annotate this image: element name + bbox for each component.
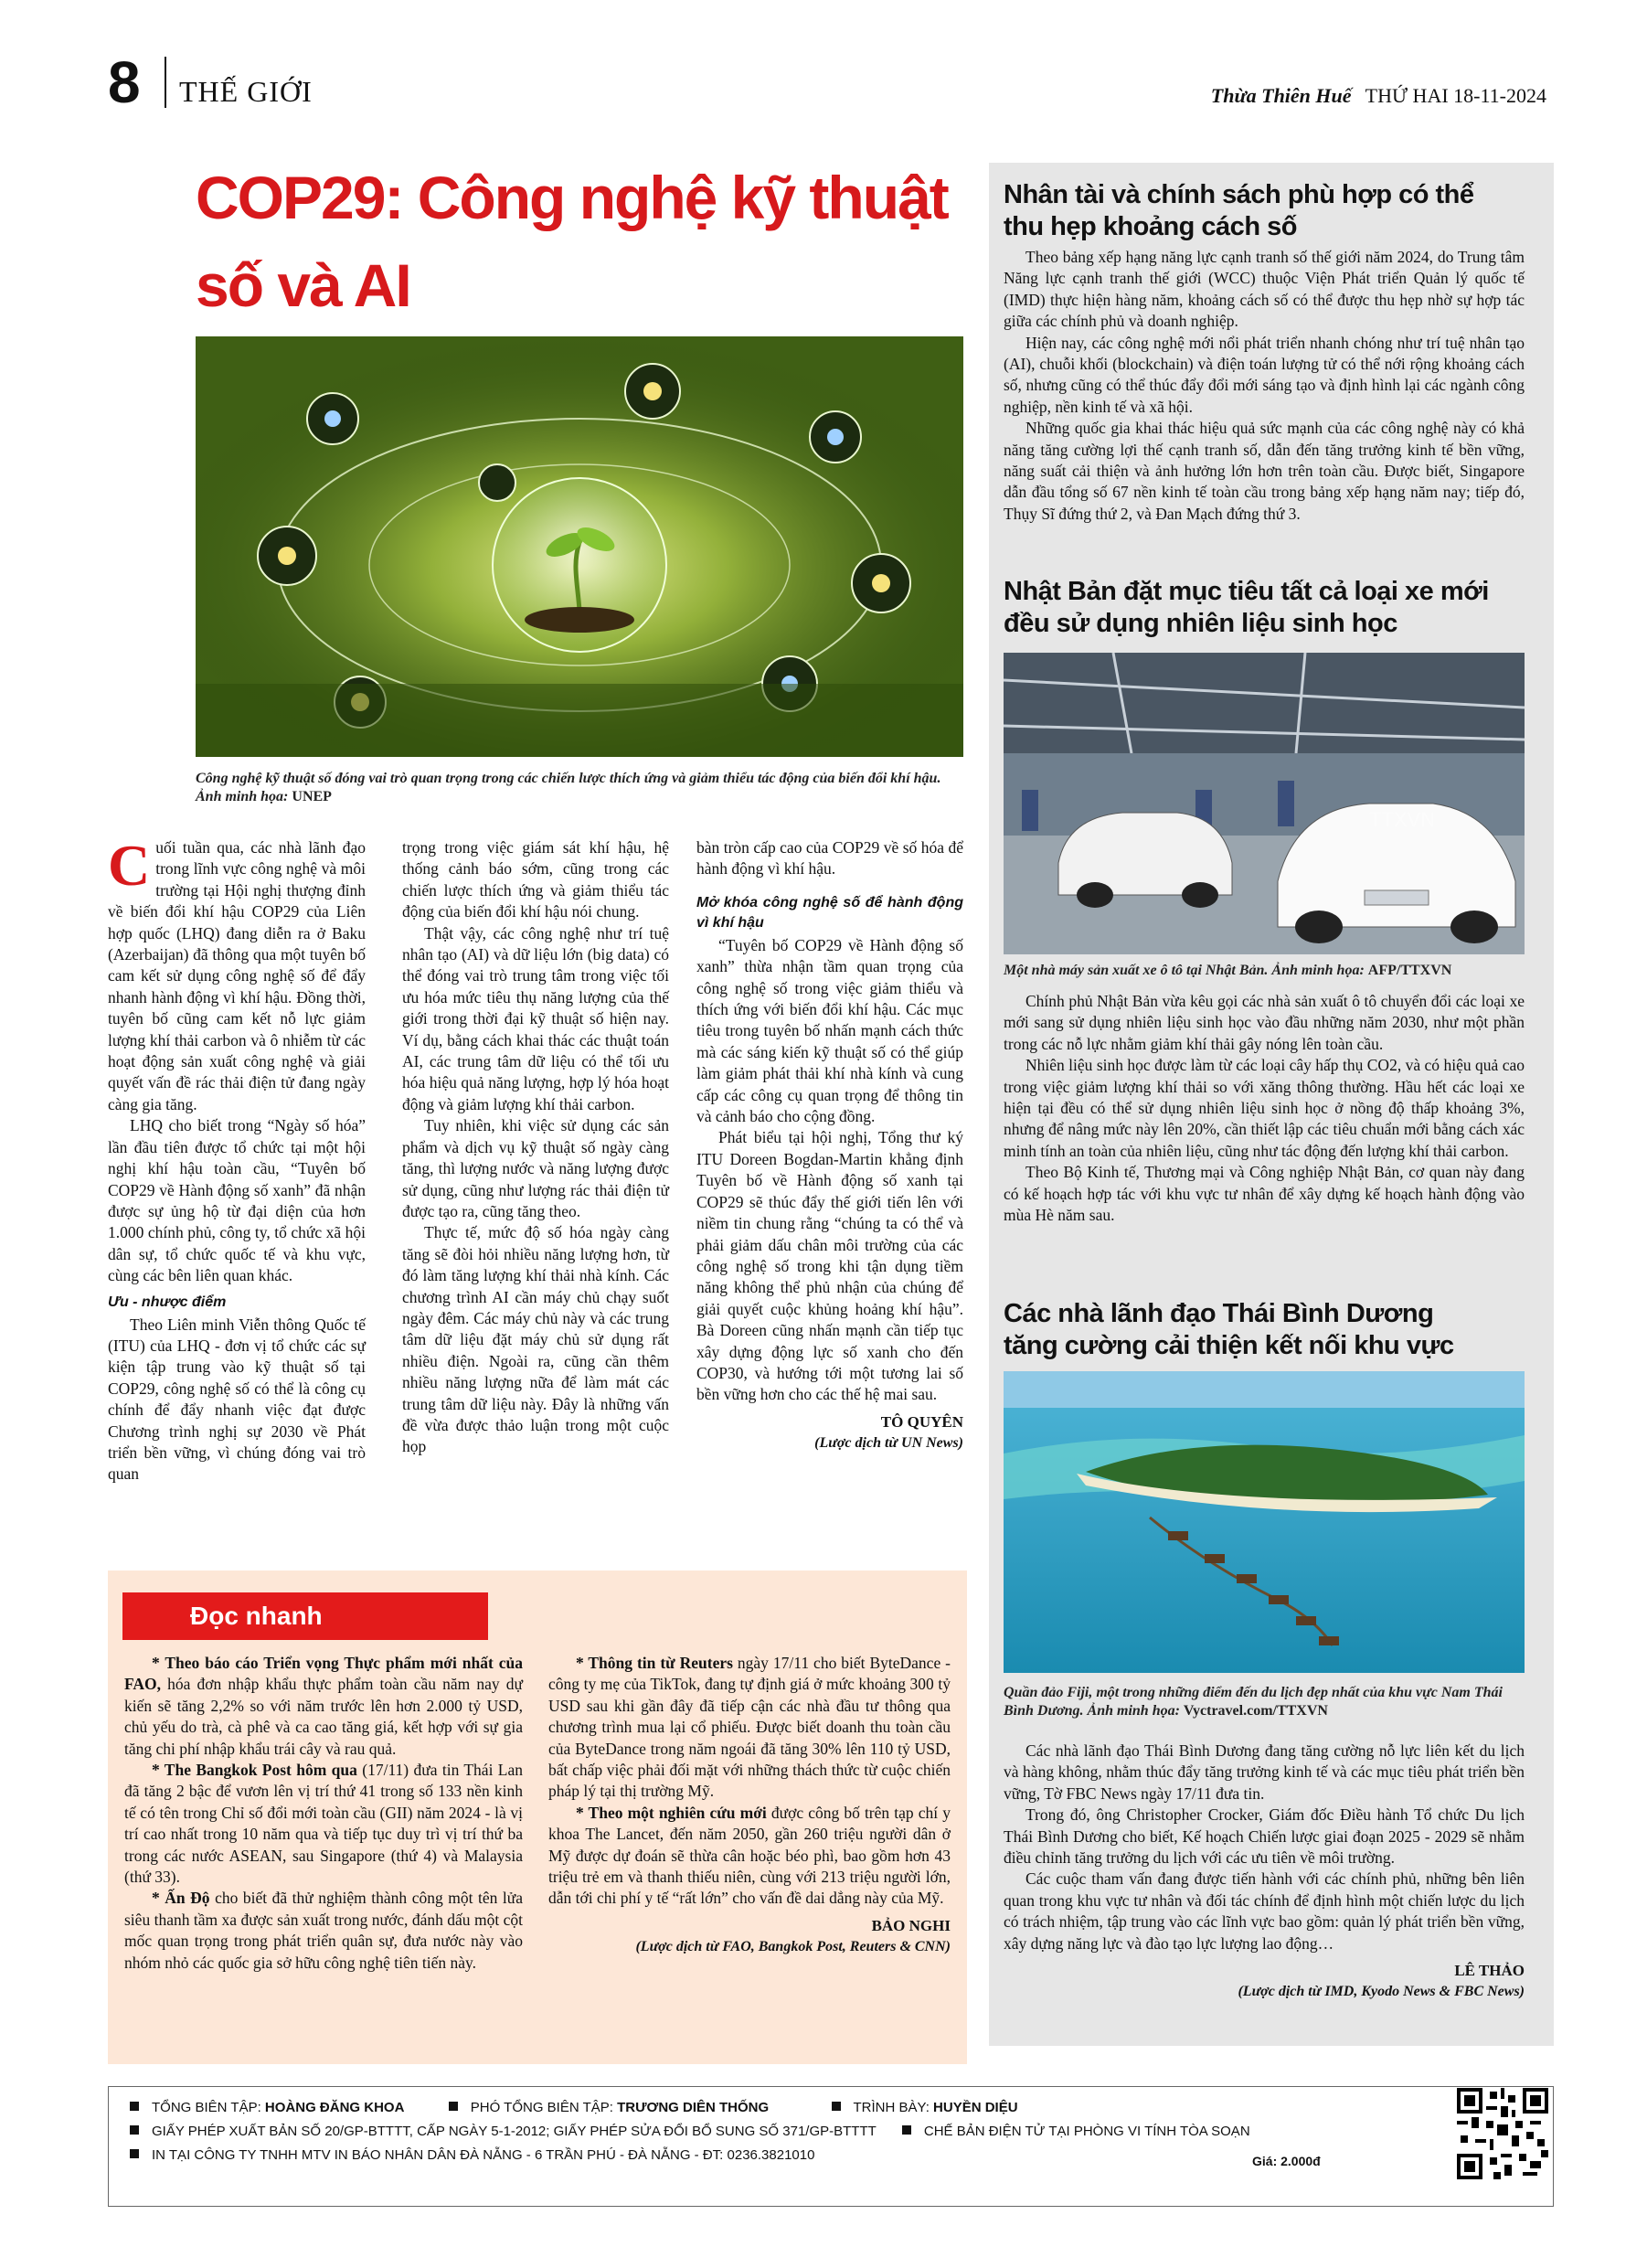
fiji-photo-caption: Quần đảo Fiji, một trong những điểm đến du lịch đẹp nhất của khu vực Nam Thái Bình Dương. Ảnh minh họa: Vyctravel.com/TTXVN: [1004, 1685, 1503, 1719]
issue-date: THỨ HAI 18-11-2024: [1365, 84, 1546, 107]
caption-source: UNEP: [292, 789, 332, 804]
sidebar-story2-headline: Nhật Bản đặt mục tiêu tất cả loại xe mới đều sử dụng nhiên liệu sinh học: [1004, 577, 1489, 638]
car-factory-photo: [1004, 653, 1525, 954]
car-factory-illustration: [1004, 653, 1525, 954]
sidebar-story3-headline: Các nhà lãnh đạo Thái Bình Dương tăng cường cải thiện kết nối khu vực: [1004, 1299, 1454, 1360]
subhead-pros-cons: Ưu - nhược điểm: [108, 1294, 227, 1310]
fiji-island-photo: [1004, 1371, 1525, 1673]
headline-line-1: COP29: Công nghệ kỹ thuật số và AI: [196, 164, 948, 319]
sidebar-story2-body: Chính phủ Nhật Bản vừa kêu gọi các nhà sản xuất ô tô chuyển đổi các loại xe mới sang sử dụng nhiên liệu sinh học vào đầu những năm 2030, như một phần trong các nỗ lực nhằm giảm khí thải gây nóng lên toàn cầu. Nhiên liệu sinh học được làm từ các loại cây hấp thụ CO2, và có hiệu quả cao trong việc giảm lượng khí thải so với xăng thông thường. Hầu hết các loại xe hiện tại đều có thể sử dụng nhiên liệu sinh học ở nồng độ thấp khoảng 3%, nhưng để nâng mức này lên 20%, cần thiết lập các tiêu chuẩn mới bằng cách xác minh tính an toàn của nhiên liệu, cũng như tác động đến lượng khí thải carbon. Theo Bộ Kinh tế, Thương mại và Công nghiệp Nhật Bản, cơ quan này đang có kế hoạch hợp tác với khu vực tư nhân để xây dựng kế hoạch hành động vào mùa Hè năm sau.: [1004, 992, 1525, 1225]
drop-cap: C: [108, 833, 151, 898]
bullet-square-icon: [130, 2125, 139, 2135]
qr-code-icon[interactable]: [1457, 2088, 1548, 2179]
newspaper-brand: Thừa Thiên Huế: [1210, 84, 1352, 107]
article-byline: TÔ QUYÊN: [880, 1412, 963, 1431]
sidebar-story1-headline: Nhân tài và chính sách phù hợp có thể thu hẹp khoảng cách số: [1004, 180, 1474, 241]
section-title: THẾ GIỚI: [179, 75, 313, 108]
quick-read-item: * Theo một nghiên cứu mới được công bố trên tạp chí y khoa The Lancet, đến năm 2050, gần 260 triệu người dân ở Mỹ được dự đoán sẽ thừa cân hoặc béo phì, bao gồm hơn 43 triệu trẻ em và thanh thiếu niên, cùng với 213 triệu người lớn, dẫn tới chi phí y tế “rất lớn” cho vấn đề dai dẳng này của Mỹ.: [548, 1803, 951, 1908]
quick-read-item: * Thông tin từ Reuters ngày 17/11 cho biết ByteDance - công ty mẹ của TikTok, đang tự định giá ở mức khoảng 300 tỷ USD sau khi gần đây đã tiếp cận các nhà đầu tư thông qua chương trình mua lại cổ phiếu. Được biết doanh thu toàn cầu của ByteDance trong năm ngoái đã tăng 30% lên 110 tỷ USD, bất chấp việc phải đối mặt với những thách thức từ cuộc chiến pháp lý tại thị trường Mỹ.: [548, 1654, 951, 1801]
bullet-square-icon: [449, 2102, 458, 2111]
sidebar-story3-body: Các nhà lãnh đạo Thái Bình Dương đang tăng cường nỗ lực liên kết du lịch và hàng không, nhằm thúc đẩy tăng trưởng kinh tế và các mục tiêu phát triển bền vững, Tờ FBC News ngày 17/11 đưa tin. Trong đó, ông Christopher Crocker, Giám đốc Điều hành Tổ chức Du lịch Thái Bình Dương cho biết, Kế hoạch Chiến lược giai đoạn 2025 - 2029 sẽ nhằm điều chỉnh tăng trưởng du lịch với các ưu tiên về môi trường. Các cuộc tham vấn đang được tiến hành với các chính phủ, những bên liên quan trong khu vực tư nhân và đối tác chính để định hình một chiến lược du lịch có trách nhiệm, tập trung vào các lĩnh vực bao gồm: quản lý phát triển bền vững, xây dựng năng lực và đào tạo lực lượng lao động… LÊ THẢO (Lược dịch từ IMD, Kyodo News & FBC News): [1004, 1741, 1525, 2003]
quick-read-item: * Theo báo cáo Triển vọng Thực phẩm mới nhất của FAO, hóa đơn nhập khẩu thực phẩm toàn cầu năm nay dự kiến sẽ tăng 2,2% so với năm trước lên hơn 2.000 tỷ USD, chủ yếu do trà, cà phê và ca cao tăng giá, kết hợp với sự gia tăng chi phí nhập khẩu trái cây và rau quả.: [124, 1654, 523, 1758]
car-photo-caption: Một nhà máy sản xuất xe ô tô tại Nhật Bản. Ảnh minh họa: AFP/TTXVN: [1004, 963, 1452, 978]
imprint-line-3: IN TẠI CÔNG TY TNHH MTV IN BÁO NHÂN DÂN ĐÀ NẴNG - 6 TRẦN PHÚ - ĐÀ NẴNG - ĐT: 0236.3821010: [130, 2146, 814, 2165]
subhead-unlock-digital: Mở khóa công nghệ số để hành động vì khí hậu: [696, 894, 963, 931]
article-column-3: bàn tròn cấp cao của COP29 về số hóa để hành động vì khí hậu. Mở khóa công nghệ số để hành động vì khí hậu “Tuyên bố COP29 về Hành động số xanh” thừa nhận tầm quan trọng của công nghệ số trong việc giảm thiểu và thích ứng với biến đổi khí hậu. Các mục tiêu trong tuyên bố nhấn mạnh cách thức mà các sáng kiến kỹ thuật số có thể giúp làm giảm phát thải khí nhà kính và cung cấp các công cụ quan trọng để thông tin và cảnh báo cho cộng đồng. Phát biểu tại hội nghị, Tổng thư ký ITU Doreen Bogdan-Martin khẳng định Tuyên bố về Hành động số xanh tại COP29 sẽ thúc đẩy thế giới tiến lên với niềm tin chung rằng “chúng ta có thể và phải giảm dấu chân môi trường của các công nghệ số trong khi tận dụng tiềm năng không thể phủ nhận của chúng để giải quyết cuộc khủng hoảng khí hậu”. Bà Doreen cũng nhấn mạnh cần tiếp tục xây dựng động lực số xanh cho đến COP30, và hướng tới một tương lai số bền vững hơn cho các thế hệ mai sau. TÔ QUYÊN (Lược dịch từ UN News): [696, 837, 963, 1454]
masthead: [1211, 84, 1546, 108]
island-illustration: [1004, 1371, 1525, 1673]
bullet-square-icon: [902, 2125, 911, 2135]
article-column-1: Cuối tuần qua, các nhà lãnh đạo trong lĩnh vực công nghệ và môi trường tại Hội nghị thượng đỉnh về biến đổi khí hậu COP29 của Liên hợp quốc (LHQ) đang diễn ra ở Baku (Azerbaijan) đã thông qua một tuyên bố cam kết sử dụng công nghệ số để đẩy nhanh hành động vì khí hậu. Đồng thời, tuyên bố cũng cam kết nỗ lực giảm lượng khí thải carbon và ô nhiễm từ các hoạt động sản xuất công nghệ và giải quyết vấn đề rác thải điện tử đang ngày càng gia tăng. LHQ cho biết trong “Ngày số hóa” lần đầu tiên được tổ chức tại một hội nghị khí hậu toàn cầu, “Tuyên bố COP29 về Hành động số xanh” đã nhận được sự ủng hộ từ đại diện của hơn 1.000 chính phủ, công ty, tổ chức xã hội dân sự, tổ chức quốc tế và khu vực, cùng các bên liên quan khác. Ưu - nhược điểm Theo Liên minh Viễn thông Quốc tế (ITU) của LHQ - đơn vị tổ chức các sự kiện tập trung vào kỹ thuật số tại COP29, công nghệ số có thể là công cụ chính để đẩy nhanh việc đạt được Chương trình nghị sự 2030 về Phát triển bền vững, vì chúng đóng vai trò quan: [108, 833, 366, 1484]
quick-read-item: * Ấn Độ cho biết đã thử nghiệm thành công một tên lửa siêu thanh tầm xa được sản xuất trong nước, đánh dấu một cột mốc quan trọng trong phát triển quân sự, đưa nước này vào nhóm nhỏ các quốc gia sở hữu công nghệ tiên tiến này.: [124, 1889, 523, 1972]
bullet-square-icon: [130, 2149, 139, 2158]
sidebar-credit: (Lược dịch từ IMD, Kyodo News & FBC News): [1238, 1984, 1525, 2000]
imprint-line-1: TỔNG BIÊN TẬP: HOÀNG ĐĂNG KHOA PHÓ TỔNG BIÊN TẬP: TRƯƠNG DIÊN THỐNG TRÌNH BÀY: HUYỀN DIỆU: [130, 2099, 1018, 2117]
main-photo-caption: Công nghệ kỹ thuật số đóng vai trò quan trọng trong các chiến lược thích ứng và giảm thiểu tác động của biến đổi khí hậu. Ảnh minh họa: UNEP: [196, 771, 941, 804]
header-divider: [165, 57, 166, 108]
quick-read-title: Đọc nhanh: [122, 1592, 488, 1640]
bullet-square-icon: [130, 2102, 139, 2111]
digital-climate-illustration: [196, 336, 963, 757]
quick-read-credit: (Lược dịch từ FAO, Bangkok Post, Reuters & CNN): [635, 1939, 951, 1955]
price-label: Giá: 2.000đ: [1252, 2154, 1321, 2168]
quick-read-byline: BẢO NGHI: [871, 1916, 951, 1934]
quick-read-item: * The Bangkok Post hôm qua (17/11) đưa tin Thái Lan đã tăng 2 bậc để vươn lên vị trí thứ 41 trong số 133 nền kinh tế có tên trong Chỉ số đổi mới toàn cầu (GII) năm 2024 - là vị trí cao nhất trong 10 năm qua và tiếp tục duy trì vị trí thứ ba trong các nước ASEAN, sau Singapore (thứ 4) và Malaysia (thứ 33).: [124, 1761, 523, 1887]
quick-read-left-column: [124, 1653, 523, 1974]
sidebar-story1-body: Theo bảng xếp hạng năng lực cạnh tranh số thế giới năm 2024, do Trung tâm Năng lực cạnh tranh thế giới (WCC) thuộc Viện Phát triển Quản lý quốc tế (IMD) thực hiện hàng năm, khoảng cách số có thể được thu hẹp nhờ sự hợp tác giữa các chính phủ và doanh nghiệp. Hiện nay, các công nghệ mới nổi phát triển nhanh chóng như trí tuệ nhân tạo (AI), chuỗi khối (blockchain) và điện toán lượng tử có thể nới rộng khoảng cách số, nhưng cũng có thể thúc đẩy đổi mới sáng tạo và định hình lại các ngành công nghiệp, nền kinh tế và xã hội. Những quốc gia khai thác hiệu quả sức mạnh của các công nghệ này có khả năng tăng cường lợi thế cạnh tranh số, dẫn đến tăng trưởng kinh tế bền vững, năng suất cải thiện và ảnh hưởng lớn hơn trên toàn cầu. Được biết, Singapore dẫn đầu tổng số 67 nền kinh tế toàn cầu trong bảng xếp hạng năm nay; tiếp đó, Thụy Sĩ đứng thứ 2, và Đan Mạch đứng thứ 3.: [1004, 248, 1525, 523]
page-number: 8: [108, 49, 141, 115]
article-credit: (Lược dịch từ UN News): [814, 1435, 963, 1452]
article-column-2: trọng trong việc giám sát khí hậu, hệ thống cảnh báo sớm, cũng trong các chiến lược thích ứng và giảm thiểu tác động của biến đổi khí hậu nói chung. Thật vậy, các công nghệ như trí tuệ nhân tạo (AI) và dữ liệu lớn (big data) có thể đóng vai trò trung tâm trong việc tối ưu hóa mức tiêu thụ năng lượng của thế giới trong thời đại kỹ thuật số hiện nay. Ví dụ, bằng cách khai thác các thuật toán AI, các trung tâm dữ liệu có thể tối ưu hóa hiệu quả năng lượng, hợp lý hóa hoạt động và giảm lượng khí thải carbon. Tuy nhiên, khi việc sử dụng các sản phẩm và dịch vụ kỹ thuật số ngày càng tăng, thì lượng nước và năng lượng được sử dụng, cũng như lượng rác thải điện tử được tạo ra, cũng tăng theo. Thực tế, mức độ số hóa ngày càng tăng sẽ đòi hỏi nhiều năng lượng hơn, từ đó làm tăng lượng khí thải nhà kính. Các chương trình AI cần máy chủ chạy suốt ngày đêm. Các máy chủ này và các trung tâm dữ liệu đặt máy chủ sử dụng rất nhiều điện. Ngoài ra, cũng cần thêm nhiều năng lượng nữa để làm mát các trung tâm dữ liệu này. Đây là những vấn đề vừa được thảo luận trong một cuộc họp: [402, 838, 669, 1456]
imprint-line-2: GIẤY PHÉP XUẤT BẢN SỐ 20/GP-BTTTT, CẤP NGÀY 5-1-2012; GIẤY PHÉP SỬA ĐỔI BỔ SUNG SỐ 371/GP-BTTTT CHẾ BẢN ĐIỆN TỬ TẠI PHÒNG VI TÍNH TÒA SOẠN: [130, 2123, 1250, 2141]
photo-watermark: TTXVN: [1369, 808, 1436, 831]
quick-read-right-column: [548, 1653, 951, 1958]
bullet-square-icon: [832, 2102, 841, 2111]
sidebar-byline: LÊ THẢO: [1454, 1962, 1525, 1980]
main-photo: [196, 336, 963, 757]
